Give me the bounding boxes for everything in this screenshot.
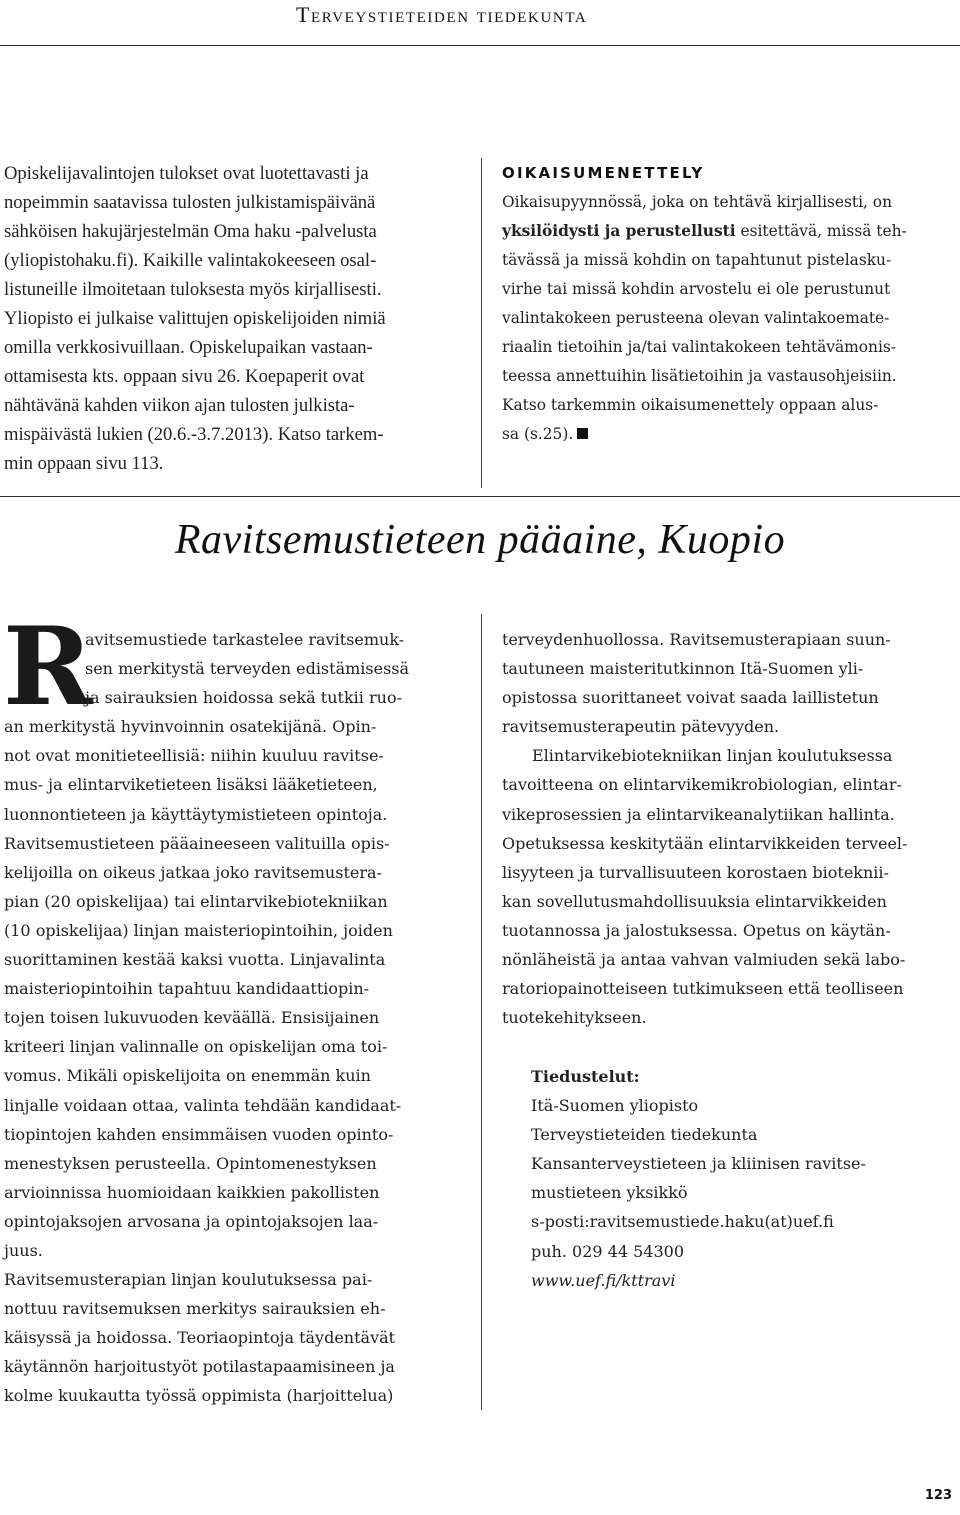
text-line: nottuu ravitsemuksen merkitys sairauksien eh-: [4, 1299, 386, 1319]
contact-line: mustieteen yksikkö: [531, 1183, 688, 1203]
top-left-column: [4, 159, 464, 478]
text-line: kan sovellutusmahdollisuuksia elintarvikkeiden: [502, 891, 887, 911]
text-line: listuneille ilmoitetaan tuloksesta myös kirjallisesti.: [4, 279, 382, 300]
section-rule: [0, 496, 960, 497]
text-line: teessa annettuihin lisätietoihin ja vastausohjeisiin.: [502, 367, 897, 385]
text-line: arvioinnissa huomioidaan kaikkien pakollisten: [4, 1182, 380, 1202]
contact-line: Itä-Suomen yliopisto: [531, 1096, 699, 1116]
text-line: tuotekehitykseen.: [502, 1008, 647, 1028]
text-line: käytännön harjoitustyöt potilastapaamisineen ja: [4, 1357, 395, 1377]
text-line: [502, 217, 960, 246]
text-line: käisyssä ja hoidossa. Teoriaopintoja täydentävät: [4, 1328, 396, 1348]
text-line: kelijoilla on oikeus jatkaa joko ravitsemustera-: [4, 862, 382, 882]
text-line: avitsemustiede tarkastelee ravitsemuk-: [85, 630, 405, 649]
text-line: pian (20 opiskelijaa) tai elintarvikebiotekniikan: [4, 891, 388, 911]
bold-emphasis: yksilöidysti ja perustellusti: [502, 222, 736, 240]
column-divider: [481, 158, 482, 488]
text-line: Oikaisupyynnössä, joka on tehtävä kirjallisesti, on: [502, 193, 892, 211]
text-line: omilla verkkosivuillaan. Opiskelupaikan vastaan-: [4, 337, 373, 358]
text-line: terveydenhuollossa. Ravitsemusterapiaan suun-: [502, 630, 891, 649]
text-line: suorittaminen kestää kaksi vuotta. Linjavalinta: [4, 950, 386, 970]
text-line: tiopintojen kahden ensimmäisen vuoden opinto-: [4, 1124, 394, 1144]
running-head: Terveystieteiden tiedekunta: [296, 2, 588, 27]
text-line: maisteriopintoihin tapahtuu kandidaattiopin-: [4, 979, 370, 999]
text-line: luonnontieteen ja käyttäytymistieteen opintoja.: [4, 804, 388, 824]
text-line: Opetuksessa keskitytään elintarvikkeiden terveel-: [502, 833, 908, 853]
text-line: Ravitsemusterapian linjan koulutuksessa pai-: [4, 1270, 373, 1290]
section-heading: OIKAISUMENETTELY: [502, 164, 705, 182]
text-line: mispäivästä lukien (20.6.-3.7.2013). Katso tarkem-: [4, 424, 384, 445]
text-line: tavoitteena on elintarvikemikrobiologian, elintar-: [502, 775, 902, 795]
text-line: tuotannossa ja jalostuksessa. Opetus on käytän-: [502, 920, 891, 940]
text-line: opintojaksojen arvosana ja opintojaksojen laa-: [4, 1211, 379, 1231]
text-line: tojen toisen lukuvuoden keväällä. Ensisijainen: [4, 1008, 380, 1028]
contact-block: [531, 1062, 951, 1295]
text-line: (10 opiskelijaa) linjan maisteriopintoihin, joiden: [4, 920, 393, 940]
text-line: ottamisesta kts. oppaan sivu 26. Koepaperit ovat: [4, 366, 365, 387]
section-title: Ravitsemustieteen pääaine, Kuopio: [174, 517, 786, 563]
contact-line: Terveystieteiden tiedekunta: [531, 1125, 758, 1145]
page-number: 123: [924, 1488, 952, 1503]
text-line: an merkitystä hyvinvoinnin osatekijänä. Opin-: [4, 717, 377, 737]
body-left-column: [4, 625, 466, 1411]
contact-phone: puh. 029 44 54300: [531, 1241, 684, 1261]
text-line: min oppaan sivu 113.: [4, 453, 164, 474]
text-line: linjalle voidaan ottaa, valinta tehdään kandidaat-: [4, 1095, 402, 1115]
text-line: nopeimmin saatavissa tulosten julkistamispäivänä: [4, 192, 376, 213]
text-line: Katso tarkemmin oikaisumenettely oppaan alus-: [502, 396, 879, 414]
end-mark-icon: [577, 428, 588, 439]
text-line: Elintarvikebiotekniikan linjan koulutuksessa: [532, 746, 893, 766]
contact-line: Kansanterveystieteen ja kliinisen ravitse-: [531, 1154, 866, 1174]
text-line: sähköisen hakujärjestelmän Oma haku -palvelusta: [4, 221, 377, 242]
text-line: nönläheistä ja antaa vahvan valmiuden sekä labo-: [502, 950, 906, 970]
contact-email: s-posti:ravitsemustiede.haku(at)uef.fi: [531, 1212, 834, 1232]
text-line: lisyyteen ja turvallisuuteen korostaen bioteknii-: [502, 862, 889, 882]
text-line: opistossa suorittaneet voivat saada laillistetun: [502, 688, 879, 708]
header-rule: [0, 45, 960, 46]
text-line: virhe tai missä kohdin arvostelu ei ole perustunut: [502, 280, 891, 298]
body-right-column: [502, 625, 958, 1032]
text-line: sen merkitystä terveyden edistämisessä: [85, 659, 410, 679]
text-line: nähtävänä kahden viikon ajan tulosten julkista-: [4, 395, 355, 416]
text-line: Ravitsemustieteen pääaineeseen valituilla opis-: [4, 833, 390, 853]
text-line: ratoriopainotteiseen tutkimukseen että teolliseen: [502, 979, 904, 999]
text-line: kolme kuukautta työssä oppimista (harjoittelua): [4, 1386, 394, 1406]
text-line: not ovat monitieteellisiä: niihin kuuluu ravitse-: [4, 746, 384, 766]
column-divider: [481, 614, 482, 1410]
text-line: ja sairauksien hoidossa sekä tutkii ruo-: [85, 688, 402, 708]
text-line: menestyksen perusteella. Opintomenestyksen: [4, 1153, 377, 1173]
contact-website[interactable]: www.uef.fi/kttravi: [531, 1270, 676, 1290]
text-line: valintakokeen perusteena olevan valintakoemate-: [502, 309, 890, 327]
text-line: (yliopistohaku.fi). Kaikille valintakokeeseen osal-: [4, 250, 377, 271]
text-line: juus.: [4, 1240, 43, 1260]
text-line: Yliopisto ei julkaise valittujen opiskelijoiden nimiä: [4, 308, 386, 329]
text-line: Opiskelijavalintojen tulokset ovat luotettavasti ja: [4, 163, 369, 184]
text-fragment: esitettävä, missä teh-: [735, 222, 907, 240]
text-line: riaalin tietoihin ja/tai valintakokeen tehtävämonis-: [502, 338, 896, 356]
text-line: kriteeri linjan valinnalle on opiskelijan oma toi-: [4, 1037, 388, 1057]
text-line: [502, 420, 960, 449]
text-line: vikeprosessien ja elintarvikeanalytiikan hallinta.: [502, 804, 895, 824]
drop-cap: R: [3, 604, 93, 730]
text-fragment: sa (s.25).: [502, 425, 574, 443]
text-line: mus- ja elintarviketieteen lisäksi lääketieteen,: [4, 775, 378, 795]
top-right-column: [502, 159, 960, 449]
text-line: tautuneen maisteritutkinnon Itä-Suomen yli-: [502, 659, 864, 679]
text-line: ravitsemusterapeutin pätevyyden.: [502, 717, 780, 737]
text-line: tävässä ja missä kohdin on tapahtunut pistelasku-: [502, 251, 892, 269]
text-line: vomus. Mikäli opiskelijoita on enemmän kuin: [4, 1066, 371, 1086]
contact-heading: Tiedustelut:: [531, 1067, 640, 1086]
